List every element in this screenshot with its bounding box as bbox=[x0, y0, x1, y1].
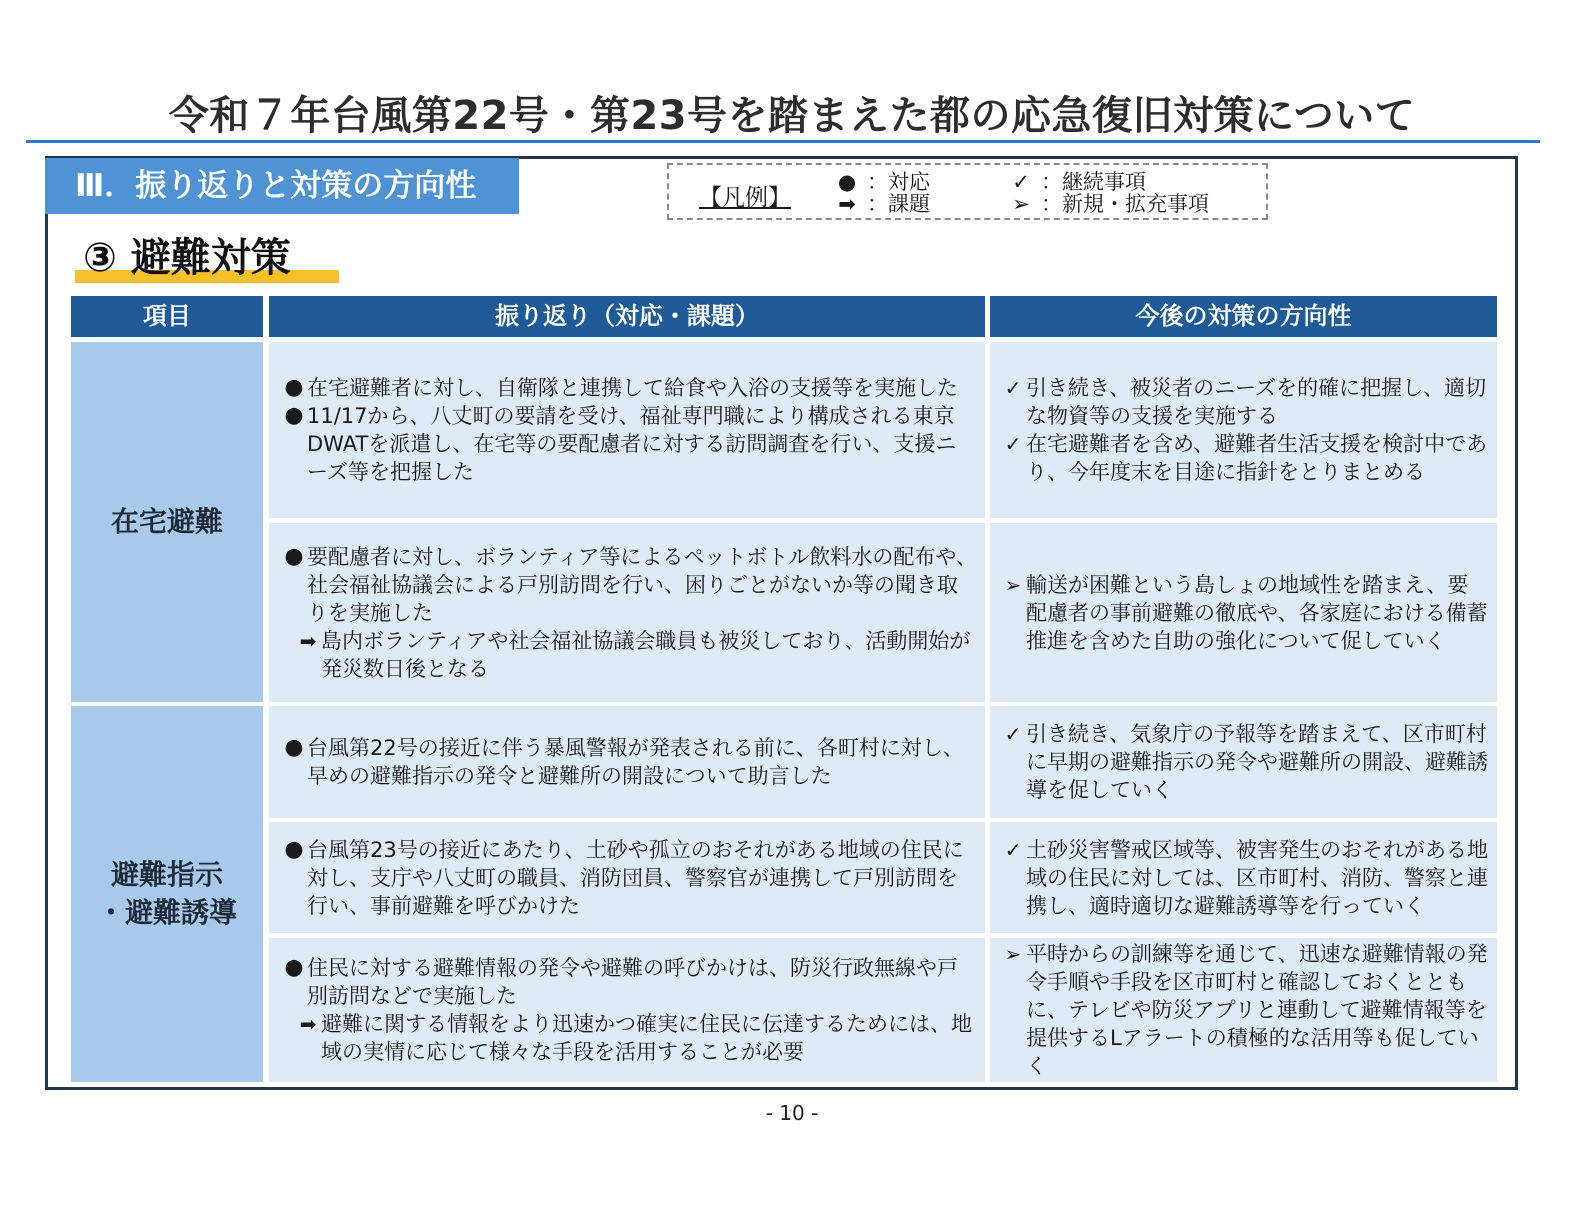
subtitle-text: ③ 避難対策 bbox=[83, 235, 291, 281]
page-number: - 10 - bbox=[765, 1101, 819, 1125]
bullet-icon: ● bbox=[284, 955, 304, 980]
header-item: 項目 bbox=[71, 296, 263, 337]
item-text: 要配慮者に対し、ボランティア等によるペットボトル飲料水の配布や、社会福祉協議会による戸別訪問を行い、困りごとがないか等の聞き取りを実施した bbox=[307, 544, 977, 625]
legend-item-text: ：継続事項 bbox=[1041, 170, 1146, 194]
list-item bbox=[281, 402, 977, 486]
measures-cell-2 bbox=[990, 523, 1497, 702]
legend-box bbox=[667, 163, 1268, 220]
item-text: 台風第23号の接近にあたり、土砂や孤立のおそれがある地域の住民に対し、支庁や八丈町の職員、消防団員、警察官が連携して戸別訪問を行い、事前避難を呼びかけた bbox=[307, 837, 964, 918]
list-item bbox=[281, 543, 977, 627]
measures-cell-3 bbox=[990, 706, 1497, 818]
review-cell-3 bbox=[269, 706, 985, 818]
category-label-line1: 避難指示 bbox=[110, 858, 223, 891]
item-text: 避難に関する情報をより迅速かつ確実に住民に伝達するためには、地域の実情に応じて様々な手段を活用することが必要 bbox=[321, 1012, 972, 1064]
item-text: 台風第22号の接近に伴う暴風警報が発表される前に、各町村に対し、早めの避難指示の発令と避難所の開設について助言した bbox=[307, 736, 964, 788]
list-item bbox=[281, 836, 977, 920]
list-item bbox=[281, 954, 977, 1010]
measures-cell-1 bbox=[990, 342, 1497, 518]
legend-item-text: ：課題 bbox=[867, 192, 930, 216]
arrow-right-icon: ➡ bbox=[299, 628, 317, 653]
bullet-icon: ● bbox=[284, 836, 304, 862]
item-text: 平時からの訓練等を通じて、迅速な避難情報の発令手順や手段を区市町村と確認しておくとともに、テレビや防災アプリと連動して避難情報等を提供するLアラートの積極的な活用等も促していく bbox=[1026, 942, 1488, 1078]
legend-item-continuing bbox=[1001, 171, 1146, 193]
list-item bbox=[281, 627, 977, 683]
page-title: 令和７年台風第22号・第23号を踏まえた都の応急復旧対策について bbox=[168, 93, 1416, 139]
header-measures: 今後の対策の方向性 bbox=[990, 296, 1497, 337]
item-text: 島内ボランティアや社会福祉協議会職員も被災しており、活動開始が発災数日後となる bbox=[321, 628, 971, 681]
list-item bbox=[1000, 430, 1489, 486]
category-evacuation-order bbox=[71, 706, 263, 1082]
item-text: 住民に対する避難情報の発令や避難の呼びかけは、防災行政無線や戸別訪問などで実施した bbox=[307, 956, 958, 1008]
item-text: 引き続き、気象庁の予報等を踏まえて、区市町村に早期の避難指示の発令や避難所の開設、避難誘導を促していく bbox=[1026, 722, 1488, 802]
category-label-line2: ・避難誘導 bbox=[96, 896, 237, 929]
legend-item-text: ：新規・拡充事項 bbox=[1041, 192, 1209, 216]
review-cell-5 bbox=[269, 938, 985, 1082]
legend-item-text: ：対応 bbox=[867, 170, 930, 194]
bullet-icon: ● bbox=[284, 403, 304, 428]
legend-item-response bbox=[827, 171, 930, 193]
arrowhead-icon: ➢ bbox=[1004, 572, 1022, 597]
category-label: 在宅避難 bbox=[110, 505, 223, 538]
measures-cell-4 bbox=[990, 822, 1497, 933]
arrowhead-icon: ➢ bbox=[1012, 192, 1030, 216]
list-item bbox=[281, 1010, 977, 1066]
list-item bbox=[1000, 374, 1489, 430]
item-text: 引き続き、被災者のニーズを的確に把握し、適切な物資等の支援を実施する bbox=[1026, 376, 1487, 428]
review-cell-2 bbox=[269, 523, 985, 702]
checkmark-icon: ✓ bbox=[1004, 722, 1022, 746]
item-text: 在宅避難者を含め、避難者生活支援を検討中であり、今年度末を目途に指針をとりまとめる bbox=[1026, 432, 1488, 484]
arrow-right-icon: ➡ bbox=[838, 192, 856, 216]
bullet-icon: ● bbox=[837, 170, 857, 194]
header-review: 振り返り（対応・課題） bbox=[269, 296, 985, 337]
section-heading: Ⅲ．振り返りと対策の方向性 bbox=[45, 158, 519, 214]
checkmark-icon: ✓ bbox=[1012, 170, 1030, 194]
legend-label: 【凡例】 bbox=[699, 185, 791, 211]
list-item bbox=[281, 734, 977, 790]
item-text: 土砂災害警戒区域等、被害発生のおそれがある地域の住民に対しては、区市町村、消防、警察と連携し、適時適切な避難誘導等を行っていく bbox=[1026, 837, 1488, 918]
arrow-right-icon: ➡ bbox=[299, 1012, 317, 1036]
legend-item-new bbox=[1001, 193, 1209, 215]
item-text: 輸送が困難という島しょの地域性を踏まえ、要配慮者の事前避難の徹底や、各家庭における備蓄推進を含めた自助の強化について促していく bbox=[1026, 572, 1488, 653]
checkmark-icon: ✓ bbox=[1004, 432, 1022, 456]
list-item bbox=[281, 374, 977, 402]
list-item bbox=[1000, 720, 1489, 804]
legend-item-issue bbox=[827, 193, 930, 215]
arrowhead-icon: ➢ bbox=[1004, 942, 1022, 966]
item-text: 在宅避難者に対し、自衛隊と連携して給食や入浴の支援等を実施した bbox=[307, 376, 958, 400]
item-text: 11/17から、八丈町の要請を受け、福祉専門職により構成される東京DWATを派遣し、在宅等の要配慮者に対する訪問調査を行い、支援ニーズ等を把握した bbox=[307, 404, 957, 484]
list-item bbox=[1000, 836, 1489, 920]
subtitle bbox=[75, 226, 303, 286]
measures-cell-5 bbox=[990, 938, 1497, 1082]
list-item bbox=[1000, 571, 1489, 655]
bullet-icon: ● bbox=[284, 543, 304, 569]
title-divider bbox=[26, 140, 1540, 143]
category-home-evacuation bbox=[71, 342, 263, 702]
checkmark-icon: ✓ bbox=[1004, 376, 1022, 400]
bullet-icon: ● bbox=[284, 375, 304, 400]
review-cell-1 bbox=[269, 342, 985, 518]
bullet-icon: ● bbox=[284, 735, 304, 760]
review-cell-4 bbox=[269, 822, 985, 933]
checkmark-icon: ✓ bbox=[1004, 837, 1022, 862]
list-item bbox=[1000, 940, 1489, 1080]
